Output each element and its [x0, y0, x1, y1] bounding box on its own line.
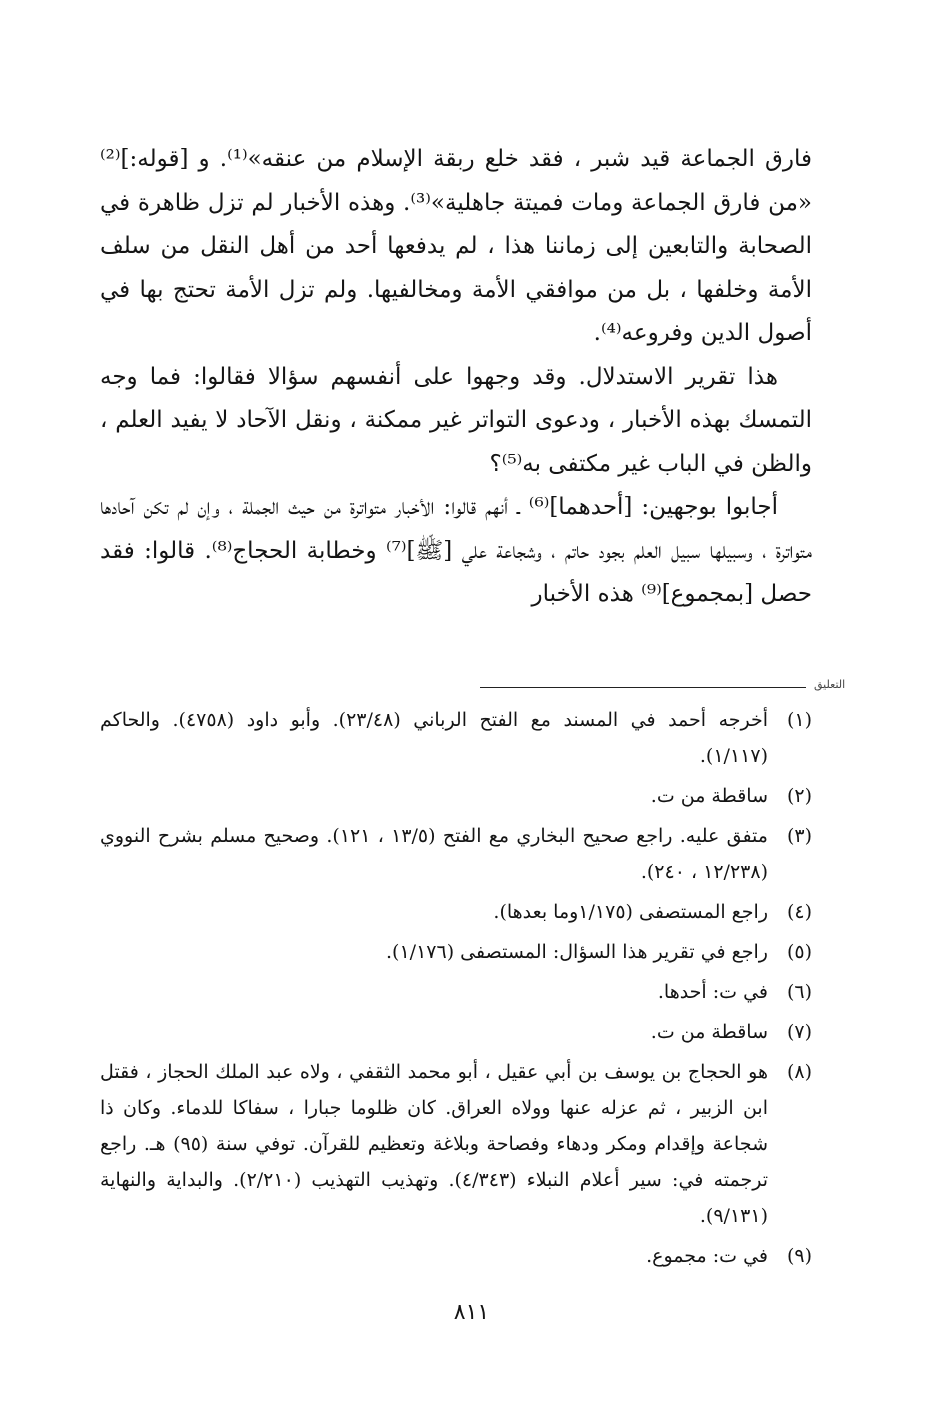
footnote-text: أخرجه أحمد في المسند مع الفتح الرباني (٢٣/٤٨). وأبو داود (٤٧٥٨). والحاكم (١/١١٧).: [100, 709, 769, 767]
paragraph-3: أجابوا بوجهين: [أحدهما]⁽⁶⁾ ـ أنهم قالوا: الأخبار متواترة من حيث الجملة ، وإن لم تكن آحادها متواترة ، وسبيلها سبيل العلم بجود حاتم ، وشجاعة علي [ﷺ]⁽⁷⁾ وخطابة الحجاج⁽⁸⁾. قالوا: فقد حصل [بمجموع]⁽⁹⁾ هذه الأخبار: [100, 494, 812, 607]
footnote-text: في ت: مجموع.: [646, 1245, 768, 1267]
footnote-number: (٩): [786, 1245, 812, 1267]
page-number: ٨١١: [453, 1300, 490, 1325]
footnote-text: في ت: أحدها.: [657, 981, 768, 1003]
paragraph-2: هذا تقرير الاستدلال. وقد وجهوا على أنفسهم سؤالا فقالوا: فما وجه التمسك بهذه الأخبار ، ودعوى التواتر غير ممكنة ، ونقل الآحاد لا يفيد العلم ، والظن في الباب غير مكتفى به⁽⁵⁾؟: [100, 363, 812, 477]
footnote-item: [100, 1014, 812, 1050]
footnote-item: [100, 818, 812, 890]
footnote-text: راجع في تقرير هذا السؤال: المستصفى (١/١٧٦).: [386, 941, 768, 963]
footnote-text: ساقطة من ت.: [650, 1021, 768, 1043]
footnote-item: [100, 1054, 812, 1234]
footnote-divider: [480, 687, 806, 688]
footnote-number: (٤): [786, 901, 812, 923]
main-text: [100, 138, 812, 617]
footnote-item: [100, 778, 812, 814]
footnotes-label: التعليق: [814, 678, 846, 691]
footnote-item: [100, 974, 812, 1010]
paragraph-1: فارق الجماعة قيد شبر ، فقد خلع ربقة الإسلام من عنقه»⁽¹⁾. و [قوله:]⁽²⁾ «من فارق الجماعة ومات فميتة جاهلية»⁽³⁾. وهذه الأخبار لم تزل ظاهرة في الصحابة والتابعين إلى زماننا هذا ، لم يدفعها أحد من أهل النقل من سلف الأمة وخلفها ، بل من موافقي الأمة ومخالفيها. ولم تزل الأمة تحتج بها في أصول الدين وفروعه⁽⁴⁾.: [100, 146, 812, 346]
footnote-text: متفق عليه. راجع صحيح البخاري مع الفتح (١٣/٥ ، ١٢١). وصحيح مسلم بشرح النووي (١٢/٢٣٨ ، ٢٤٠).: [100, 825, 768, 883]
footnote-number: (٣): [786, 825, 812, 847]
footnote-item: [100, 702, 812, 774]
footnote-number: (١): [786, 709, 812, 731]
footnote-number: (٥): [786, 941, 812, 963]
footnote-number: (٦): [786, 981, 812, 1003]
footnote-text: ساقطة من ت.: [650, 785, 768, 807]
footnote-number: (٧): [786, 1021, 812, 1043]
footnote-text: راجع المستصفى (١/١٧٥وما بعدها).: [493, 901, 768, 923]
footnote-number: (٨): [786, 1061, 812, 1083]
footnote-text: هو الحجاج بن يوسف بن أبي عقيل ، أبو محمد الثقفي ، ولاه عبد الملك الحجاز ، فقتل ابن الزبير ، ثم عزله عنها وولاه العراق. كان ظلوما جبارا ، سفاكا للدماء. وكان ذا شجاعة وإقدام ومكر ودهاء وفصاحة وبلاغة وتعظيم للقرآن. توفي سنة (٩٥) هـ. راجع ترجمته في: سير أعلام النبلاء (٤/٣٤٣). وتهذيب التهذيب (٢/٢١٠). والبداية والنهاية (٩/١٣١).: [100, 1061, 769, 1227]
footnote-item: [100, 894, 812, 930]
footnote-item: [100, 934, 812, 970]
footnote-number: (٢): [786, 785, 812, 807]
footnotes-list: [100, 702, 812, 1278]
footnote-item: [100, 1238, 812, 1274]
